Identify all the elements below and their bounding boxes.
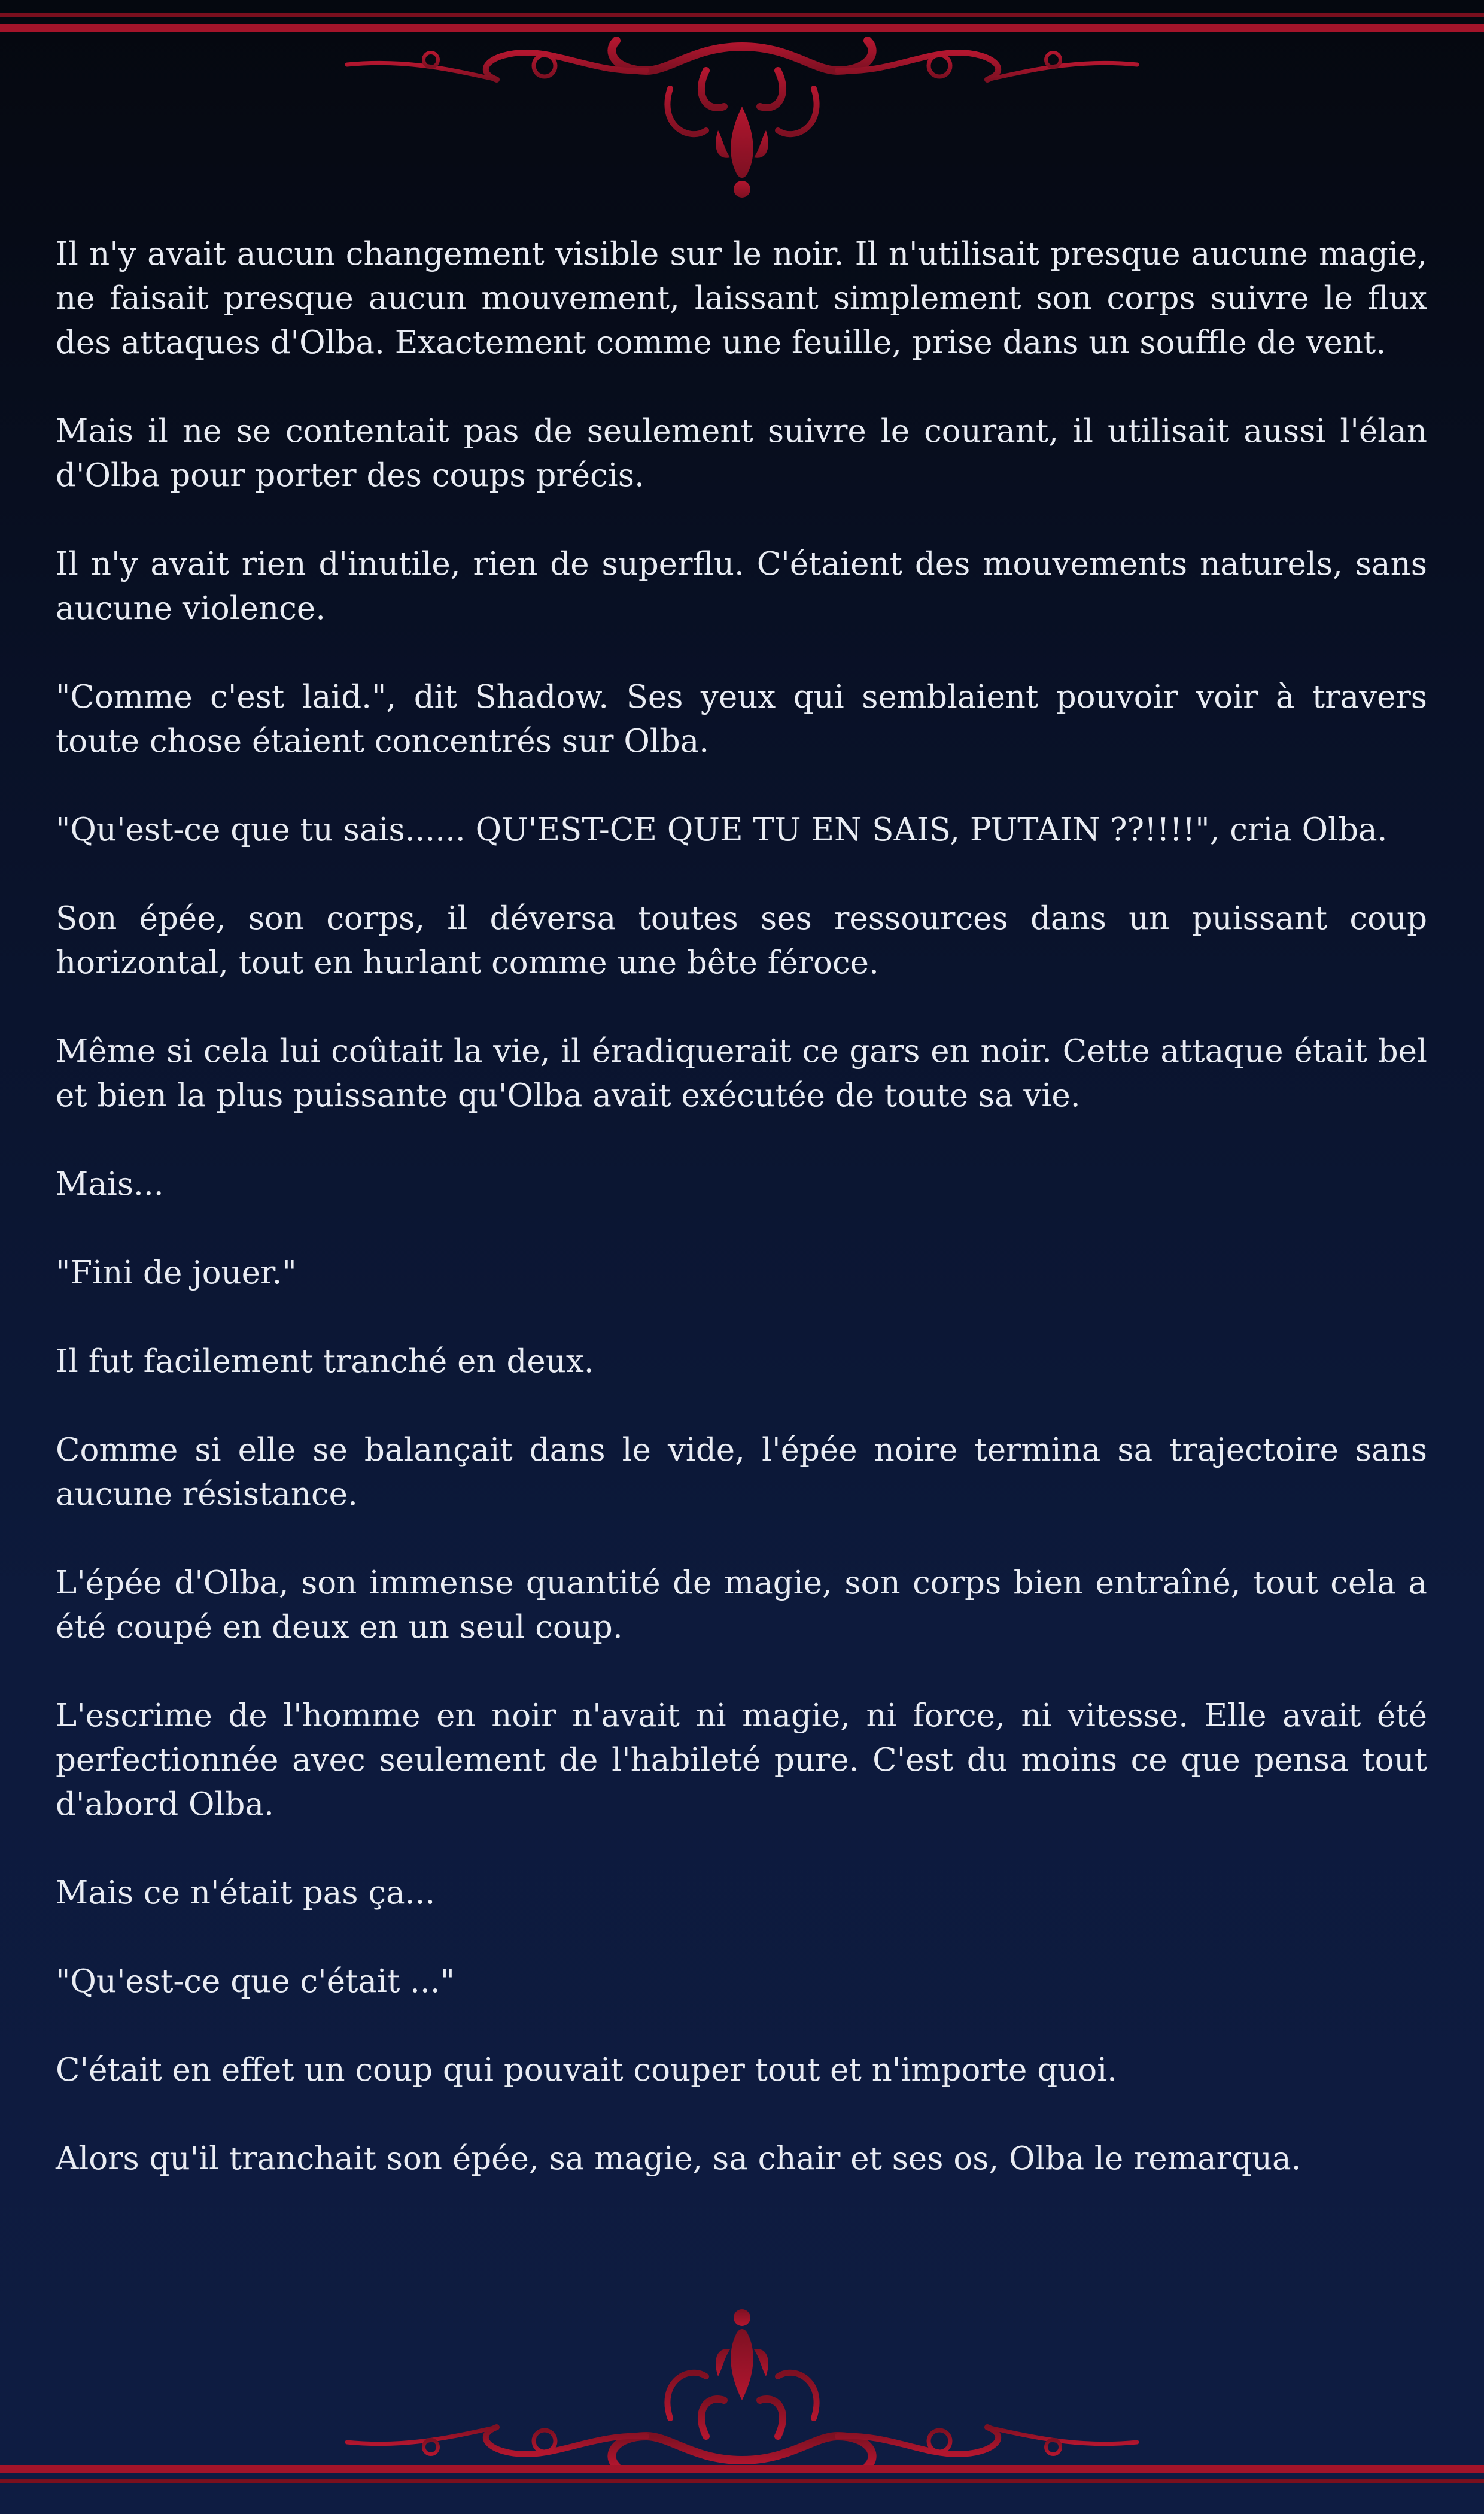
paragraph: L'épée d'Olba, son immense quantité de magie, son corps bien entraîné, tout cela a été coupé en deux en un seul coup. xyxy=(56,1565,1427,1645)
story-text xyxy=(56,232,1427,2225)
paragraph: "Comme c'est laid.", dit Shadow. Ses yeux qui semblaient pouvoir voir à travers toute chose étaient concentrés sur Olba. xyxy=(56,679,1427,760)
paragraph: "Qu'est-ce que tu sais...... QU'EST-CE QUE TU EN SAIS, PUTAIN ??!!!!", cria Olba. xyxy=(56,812,1388,848)
paragraph: Comme si elle se balançait dans le vide, l'épée noire termina sa trajectoire sans aucune résistance. xyxy=(56,1432,1427,1513)
paragraph: L'escrime de l'homme en noir n'avait ni magie, ni force, ni vitesse. Elle avait été perfectionnée avec seulement de l'habileté pure. C'est du moins ce que pensa tout d'abord Olba. xyxy=(56,1698,1427,1823)
top-border-thin-line xyxy=(0,13,1484,17)
paragraph: Alors qu'il tranchait son épée, sa magie, sa chair et ses os, Olba le remarqua. xyxy=(56,2140,1301,2177)
paragraph: Mais il ne se contentait pas de seulement suivre le courant, il utilisait aussi l'élan d'Olba pour porter des coups précis. xyxy=(56,413,1427,494)
bottom-border-thin-line xyxy=(0,2479,1484,2483)
paragraph: Il n'y avait rien d'inutile, rien de superflu. C'étaient des mouvements naturels, sans aucune violence. xyxy=(56,546,1427,627)
top-ornament-icon xyxy=(335,29,1149,208)
paragraph: Mais... xyxy=(56,1166,164,1203)
paragraph: "Fini de jouer." xyxy=(56,1255,297,1291)
paragraph: Son épée, son corps, il déversa toutes ses ressources dans un puissant coup horizontal, tout en hurlant comme une bête féroce. xyxy=(56,900,1427,981)
paragraph: "Qu'est-ce que c'était ..." xyxy=(56,1963,455,2000)
bottom-border-thick-line xyxy=(0,2465,1484,2473)
paragraph: Il n'y avait aucun changement visible sur le noir. Il n'utilisait presque aucune magie, ne faisait presque aucun mouvement, laissant simplement son corps suivre le flux des attaques d'Olba. Exactement comme une feuille, prise dans un souffle de vent. xyxy=(56,236,1427,361)
bottom-border xyxy=(0,2465,1484,2498)
paragraph: Il fut facilement tranché en deux. xyxy=(56,1343,594,1380)
paragraph: C'était en effet un coup qui pouvait couper tout et n'importe quoi. xyxy=(56,2052,1117,2088)
paragraph: Mais ce n'était pas ça... xyxy=(56,1875,436,1911)
bottom-ornament-icon xyxy=(335,2299,1149,2478)
paragraph: Même si cela lui coûtait la vie, il éradiquerait ce gars en noir. Cette attaque était bel et bien la plus puissante qu'Olba avait exécutée de toute sa vie. xyxy=(56,1033,1427,1114)
